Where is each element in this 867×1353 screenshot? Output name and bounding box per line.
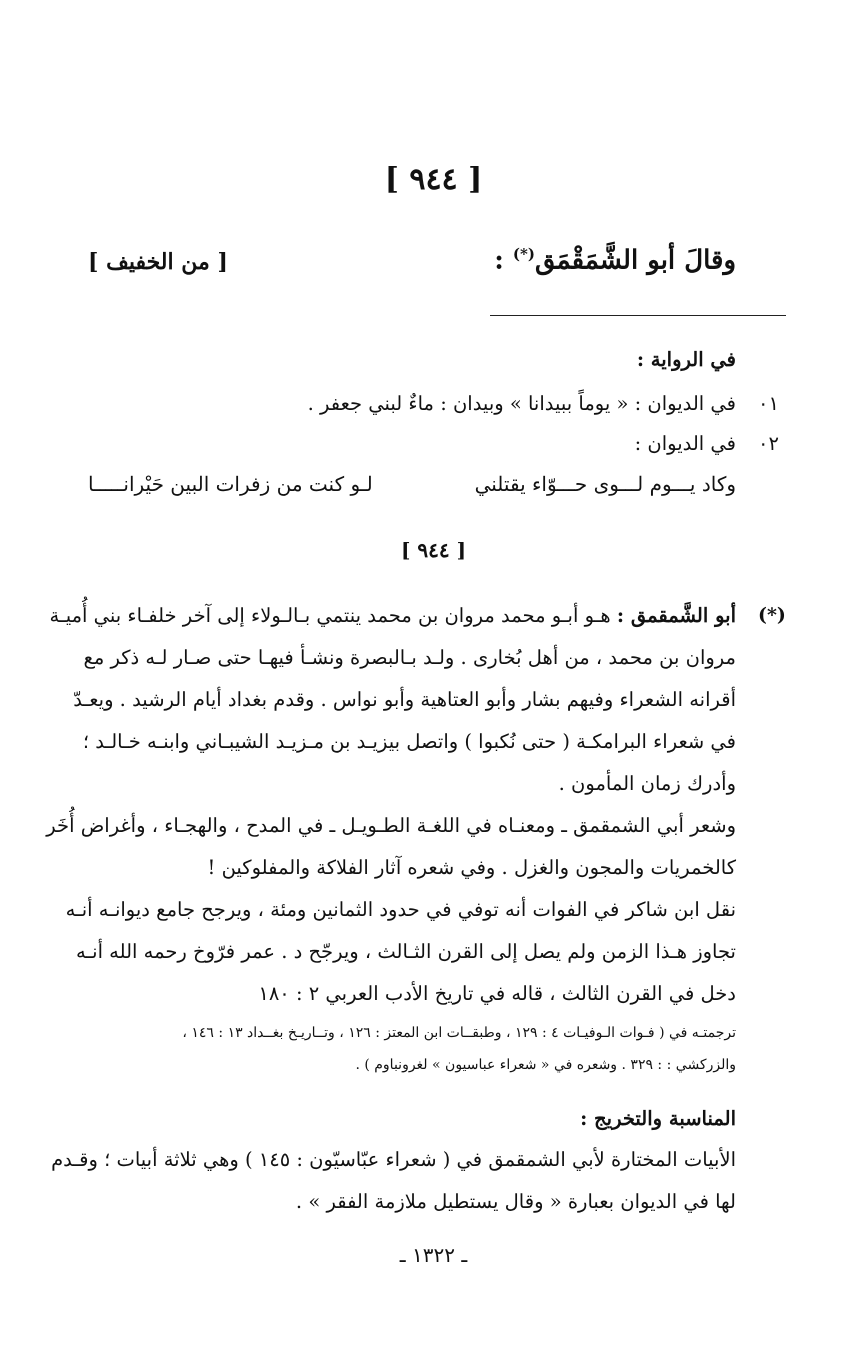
sources-line: والزركشي : : ٣٢٩ . وشعره في « شعراء عباسيون » لغرونباوم ) . — [355, 1057, 736, 1073]
bio-line — [49, 604, 736, 627]
riwaya-item-number: ٠٢ — [758, 432, 779, 455]
bio-line: دخل في القرن الثالث ، قاله في تاريخ الأدب العربي ٢ : ١٨٠ — [258, 982, 736, 1005]
poem-meter: [ من الخفيف ] — [88, 249, 228, 275]
footnote-marker: (*) — [758, 604, 786, 626]
riwaya-item-text: في الديوان : « يوماً ببيدانا » وبيدان : ماءٌ لبني جعفر . — [307, 392, 736, 415]
riwaya-item-number: ٠١ — [758, 392, 779, 415]
riwaya-item-text: في الديوان : — [634, 432, 736, 455]
poet-colon: : — [494, 245, 513, 276]
bio-line: وأدرك زمان المأمون . — [558, 772, 736, 795]
munasaba-heading: المناسبة والتخريج : — [580, 1107, 736, 1130]
bio-line: نقل ابن شاكر في الفوات أنه توفي في حدود الثمانين ومئة ، ويرجح جامع ديوانـه أنـه — [65, 898, 736, 921]
poet-intro — [494, 245, 736, 276]
notes-number: [ ٩٤٤ ] — [400, 538, 467, 562]
verse-first-hemistich: وكاد يـــوم لـــوى حـــوّاء يقتلني — [474, 472, 736, 496]
munasaba-line: الأبيات المختارة لأبي الشمقمق في ( شعراء عبّاسيّون : ١٤٥ ) وهي ثلاثة أبيات ؛ وقـدم — [51, 1148, 736, 1171]
footnote-mark: (*) — [512, 245, 535, 263]
bio-line: كالخمريات والمجون والغزل . وفي شعره آثار الفلاكة والمفلوكين ! — [207, 856, 736, 879]
poem-header — [88, 245, 736, 289]
bio-line: مروان بن محمد ، من أهل بُخارى . ولـد بـالبصرة ونشـأ فيهـا حتى صـار لـه ذكر مع — [83, 646, 736, 669]
poem-verse — [88, 472, 736, 508]
bio-line: أقرانه الشعراء وفيهم بشار وأبو العتاهية وأبو نواس . وقدم بغداد أيام الرشيد . ويعـدّ — [73, 688, 736, 711]
bio-line: في شعراء البرامكـة ( حتى نُكبوا ) واتصل بيزيـد بن مـزيـد الشيبـاني وابنـه خـالـد ؛ — [82, 730, 736, 753]
munasaba-line: لها في الديوان بعبارة « وقال يستطيل ملازمة الفقر » . — [295, 1190, 736, 1213]
page-number: ـ ١٣٢٢ ـ — [399, 1243, 468, 1267]
riwaya-heading: في الرواية : — [636, 348, 736, 371]
sources-line: ترجمتـه في ( فـوات الـوفيـات ٤ : ١٢٩ ، وطبقــات ابن المعتز : ١٢٦ ، وتــاريـخ بغــداد ١٣ : ١٤٦ ، — [182, 1025, 736, 1041]
separator-rule — [490, 315, 786, 316]
bio-name: أبو الشَّمقمق : — [616, 604, 736, 627]
poem-number: [ ٩٤٤ ] — [384, 162, 483, 197]
bio-line-text: هـو أبـو محمد مروان بن محمد ينتمي بـالـولاء إلى آخر خلفـاء بني أُميـة — [49, 604, 617, 627]
bio-line: تجاوز هـذا الزمن ولم يصل إلى القرن الثـالث ، ويرجّح د . عمر فرّوخ رحمه الله أنـه — [75, 940, 736, 963]
poet-name: وقالَ أبو الشَّمَقْمَق — [534, 245, 736, 276]
verse-second-hemistich: لـو كنت من زفرات البين حَيْرانـــــا — [88, 472, 373, 496]
bio-line: وشعر أبي الشمقمق ـ ومعنـاه في اللغـة الطـويـل ـ في المدح ، والهجـاء ، وأغراض أُخَر — [46, 814, 736, 837]
